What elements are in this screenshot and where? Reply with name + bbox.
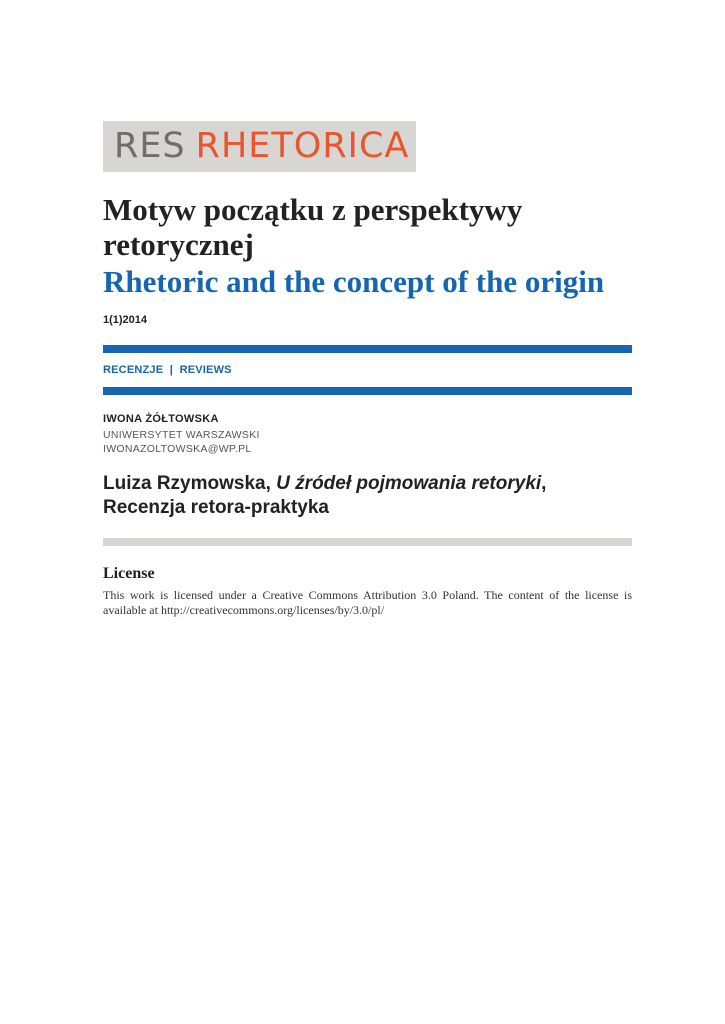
reviewed-book-title [103,472,643,520]
article-title-english: Rhetoric and the concept of the origin [103,264,605,299]
top-divider [103,345,632,353]
reviewed-book-comma: , [541,473,547,494]
license-divider [103,538,632,546]
license-text: This work is licensed under a Creative Commons Attribution 3.0 Poland. The content of the license is available at http://creativecommons.org/licenses/by/3.0/pl/ [103,588,632,617]
bottom-divider [103,387,632,395]
license-heading: License [103,565,155,582]
logo-word-rhetorica: RHETORICA [195,126,410,166]
reviewed-book-author: Luiza Rzymowska, [103,473,277,494]
logo-word-res: RES [114,126,186,166]
section-label: RECENZJE | REVIEWS [103,364,232,376]
author-affiliation: UNIWERSYTET WARSZAWSKI [103,429,260,441]
author-email[interactable]: IWONAZOLTOWSKA@WP.PL [103,443,252,455]
article-title-polish: Motyw początku z perspektywy retorycznej [103,192,523,262]
journal-logo [103,121,416,172]
reviewed-book-name: U źródeł pojmowania retoryki [276,473,542,494]
author-name: IWONA ŻÓŁTOWSKA [103,413,219,425]
issue-number: 1(1)2014 [103,314,148,326]
reviewed-book-subtitle: Recenzja retora-praktyka [103,497,329,518]
